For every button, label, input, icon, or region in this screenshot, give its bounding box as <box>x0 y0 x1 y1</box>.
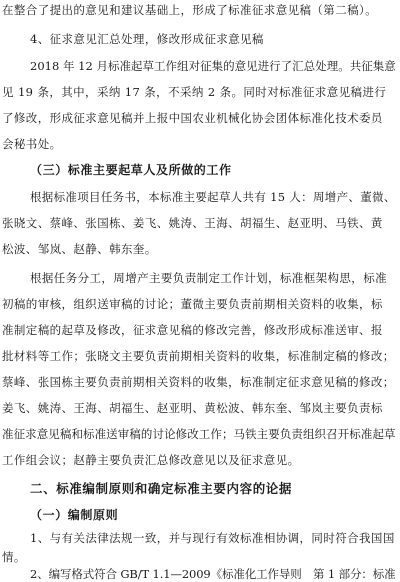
tasks-line: 准征求意见稿和标准送审稿的讨论修改工作；马铁主要负责组织召开标准起草 <box>2 427 396 441</box>
section-heading-principles-basis: 二、标准编制原则和确定标准主要内容的论据 <box>30 481 293 496</box>
item4-body-line: 了修改，形成征求意见稿并上报中国农业机械化协会团体标准化技术委员 <box>2 111 383 125</box>
tasks-line: 姜飞、姚涛、王海、胡福生、赵亚明、黄松波、韩东奎、邹岚主要负责标 <box>2 401 383 415</box>
subsection-heading-principles: （一）编制原则 <box>30 508 119 522</box>
drafters-line: 根据标准项目任务书，本标准主要起草人共有 15 人：周增产、董微、 <box>30 190 396 204</box>
item4-body-line: 2018 年 12 月标准起草工作组对征集的意见进行了汇总处理。共征集意 <box>30 59 396 73</box>
section-heading-drafters: （三）标准主要起草人及所做的工作 <box>30 163 232 177</box>
tasks-line: 根据任务分工，周增产主要负责制定工作计划，标准框架构思，标准 <box>30 271 387 285</box>
principle1-line: 1、与有关法律法规一致，并与现行有效标准相协调，同时符合我国国 <box>30 531 395 545</box>
tasks-line: 准制定稿的起草及修改，征求意见稿的修改完善，修改形成标准送审、报 <box>2 323 383 337</box>
tasks-line: 工作组会议；赵静主要负责汇总修改意见以及征求意见。 <box>2 453 300 467</box>
item4-body-line: 见 19 条，其中，采纳 17 条，不采纳 2 条。同时对标准征求意见稿进行 <box>2 85 387 99</box>
drafters-line: 松波、邹岚、赵静、韩东奎。 <box>2 242 157 256</box>
item4-title: 4、征求意见汇总处理，修改形成征求意见稿 <box>30 32 264 46</box>
tasks-line: 批材料等工作；张晓文主要负责前期相关资料的收集，标准制定稿的修改； <box>2 349 395 363</box>
principle2-line: 2、编写格式符合 GB/T 1.1—2009《标准化工作导则 第 1 部分：标准 <box>30 567 396 581</box>
item4-body-line: 会秘书处。 <box>2 137 62 151</box>
principle1-line: 情。 <box>2 550 26 564</box>
drafters-line: 张晓文、蔡峰、张国栋、姜飞、姚涛、王海、胡福生、赵亚明、马铁、黄 <box>2 216 383 230</box>
paragraph-intro-line: 在整合了提出的意见和建议基础上，形成了标准征求意见稿（第二稿）。 <box>2 3 378 17</box>
tasks-line: 初稿的审核，组织送审稿的讨论；董微主要负责前期相关资料的收集，标 <box>2 297 383 311</box>
tasks-line: 蔡峰、张国栋主要负责前期相关资料的收集，标准制定征求意见稿的修改； <box>2 375 395 389</box>
